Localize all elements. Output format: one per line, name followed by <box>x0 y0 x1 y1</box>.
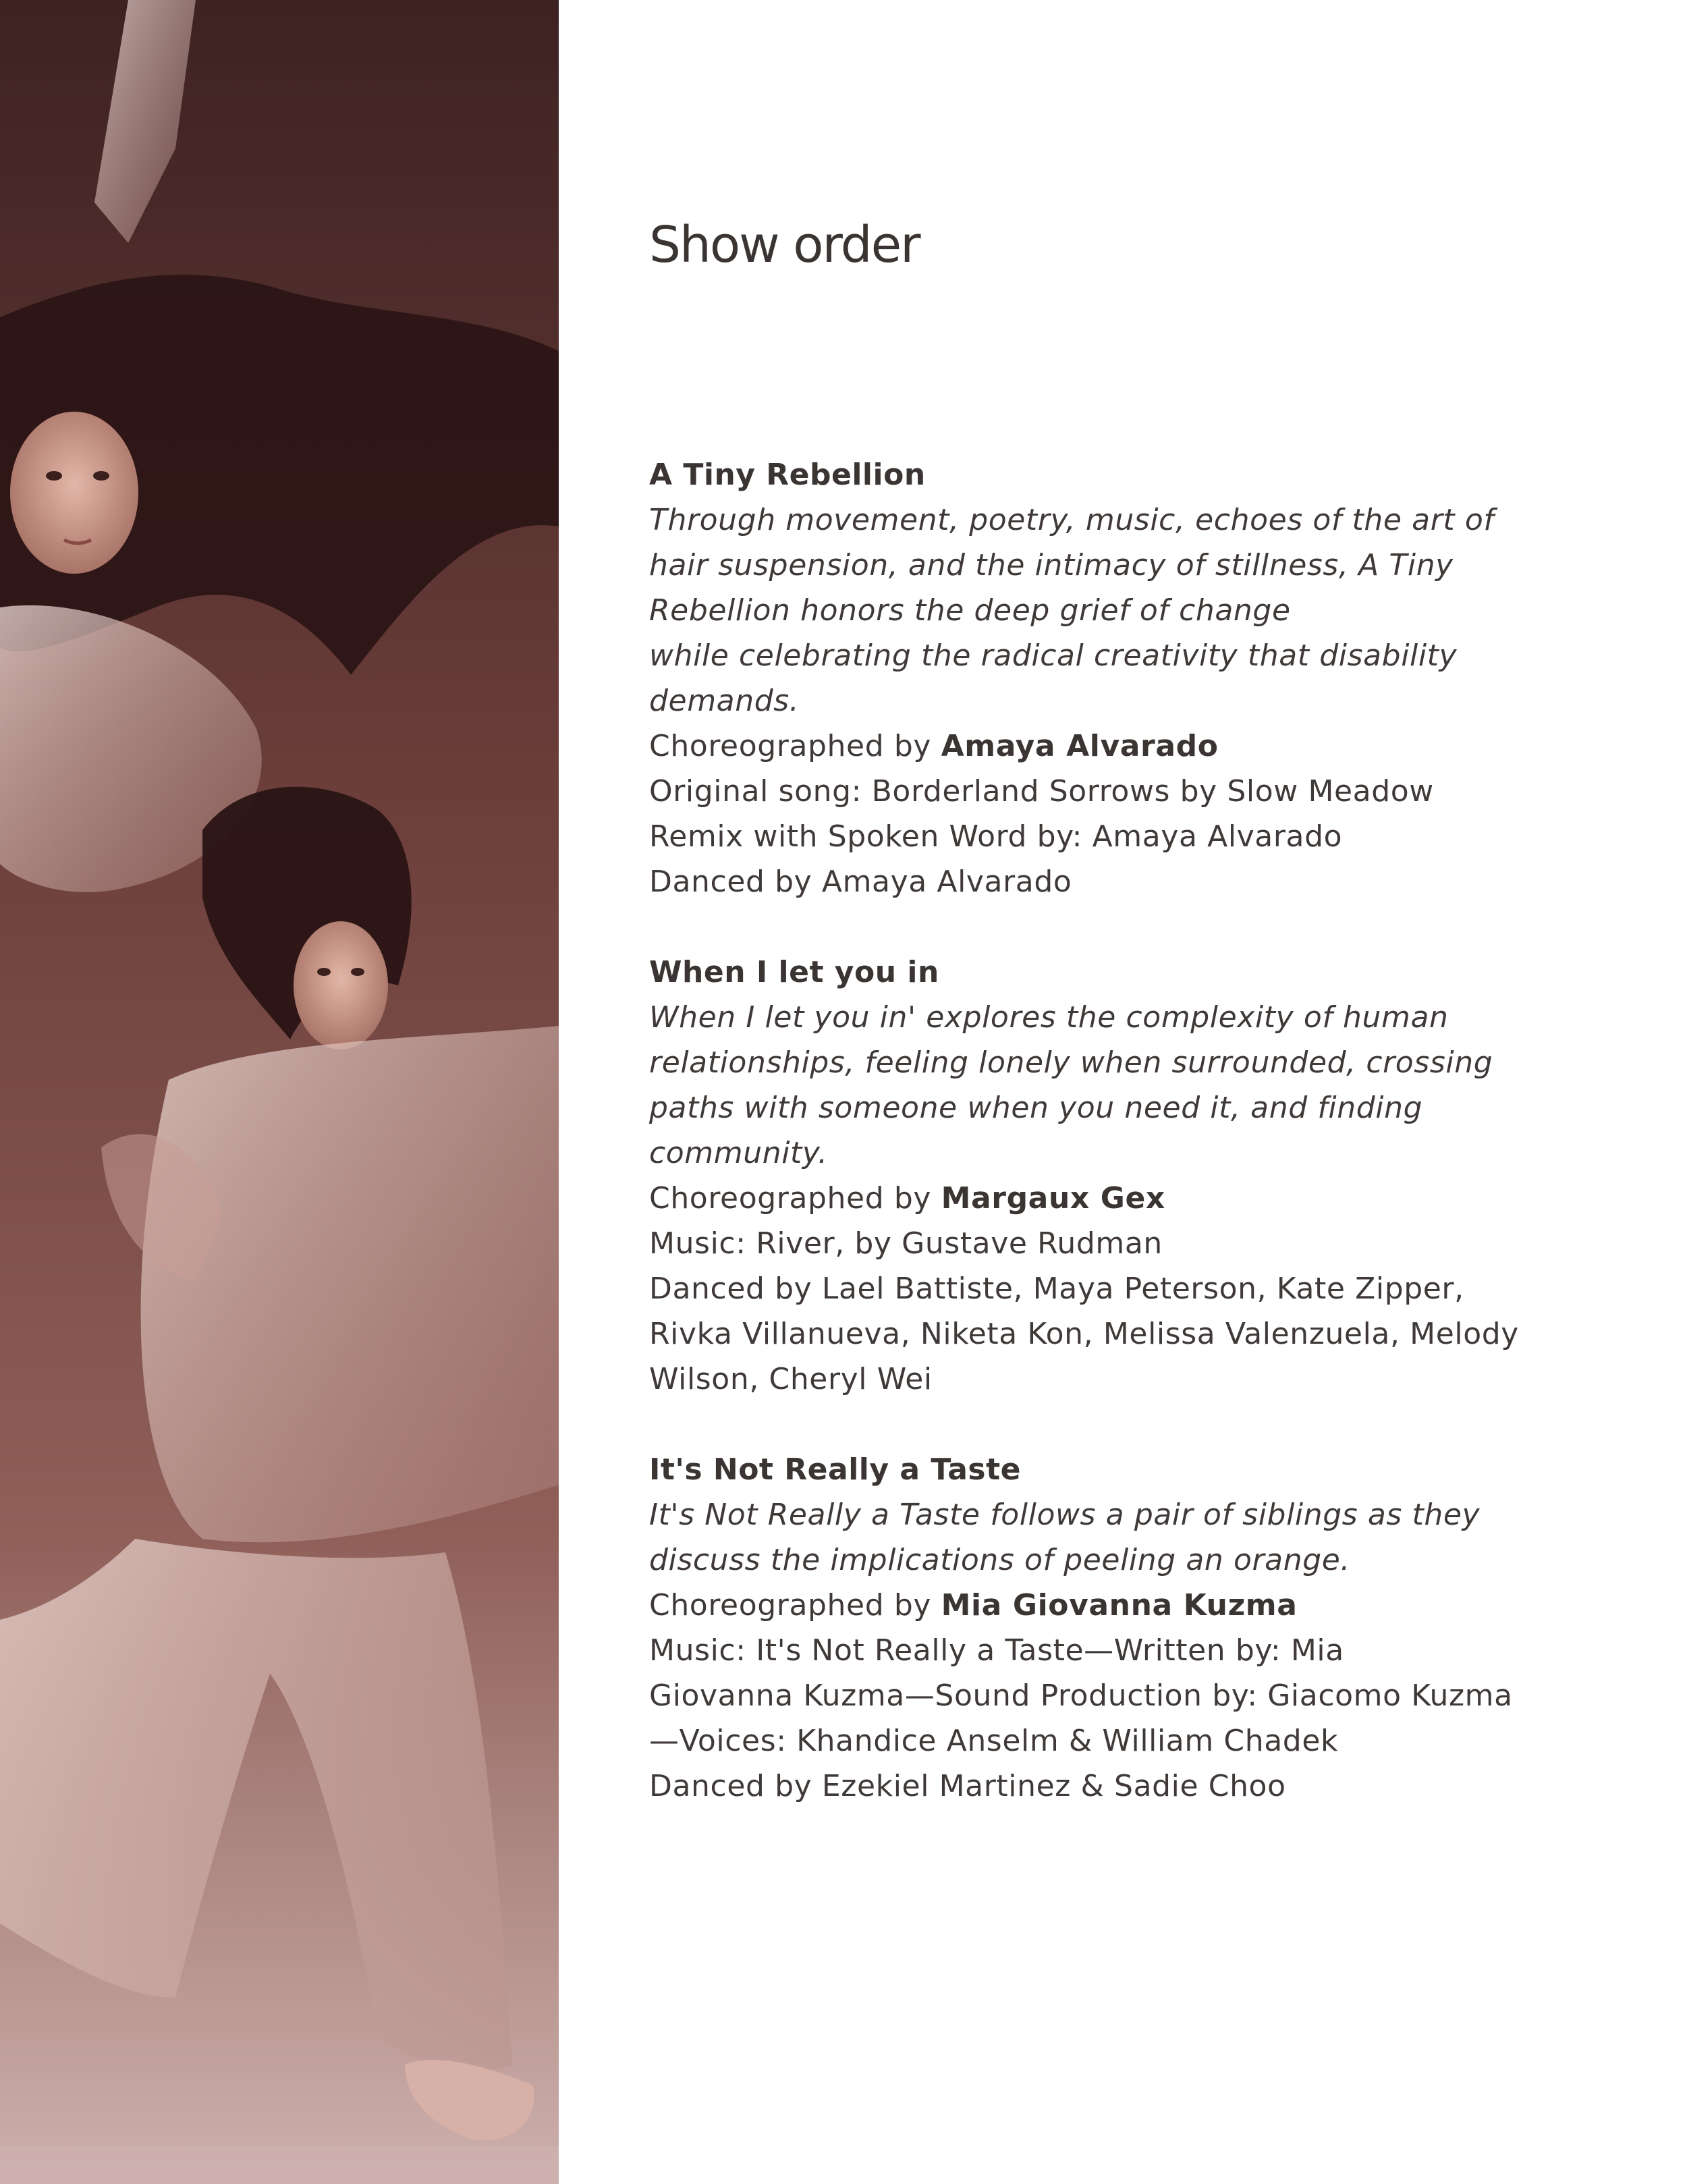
piece-title: It's Not Really a Taste <box>649 1452 1021 1487</box>
choreographed-by-label: Choreographed by <box>649 1588 941 1622</box>
piece-description-line: It's Not Really a Taste follows a pair of siblings as they <box>649 1498 1481 1532</box>
choreographer-credit <box>649 1176 1607 1221</box>
piece-description-line: relationships, feeling lonely when surrounded, crossing <box>649 1045 1493 1080</box>
choreographer-credit <box>649 1583 1607 1628</box>
piece-description-line: community. <box>649 1136 828 1170</box>
choreographer-credit <box>649 724 1607 769</box>
piece-description-line: When I let you in' explores the complexity of human <box>649 1000 1449 1035</box>
piece-description-line: paths with someone when you need it, and finding <box>649 1091 1423 1125</box>
credit-line: Original song: Borderland Sorrows by Slow Meadow <box>649 774 1434 809</box>
choreographed-by-label: Choreographed by <box>649 729 941 763</box>
piece-description-line: Through movement, poetry, music, echoes of the art of <box>649 503 1495 537</box>
credit-line: Danced by Lael Battiste, Maya Peterson, Kate Zipper, <box>649 1272 1464 1306</box>
credit-line: Music: River, by Gustave Rudman <box>649 1226 1163 1261</box>
credit-line: Music: It's Not Really a Taste—Written by: Mia <box>649 1633 1344 1668</box>
dancer-photo-icon <box>0 0 559 2184</box>
show-order-list <box>649 452 1607 1854</box>
credit-line: Remix with Spoken Word by: Amaya Alvarado <box>649 819 1343 854</box>
choreographer-name: Mia Giovanna Kuzma <box>941 1588 1298 1622</box>
piece-title: When I let you in <box>649 955 939 989</box>
piece-description-line: hair suspension, and the intimacy of stillness, A Tiny <box>649 548 1454 582</box>
credit-line: —Voices: Khandice Anselm & William Chadek <box>649 1724 1339 1758</box>
credit-line: Wilson, Cheryl Wei <box>649 1362 933 1396</box>
choreographed-by-label: Choreographed by <box>649 1181 941 1216</box>
credit-line: Giovanna Kuzma—Sound Production by: Giacomo Kuzma <box>649 1678 1513 1713</box>
piece-description-line: Rebellion honors the deep grief of change <box>649 593 1291 628</box>
piece-title: A Tiny Rebellion <box>649 458 926 492</box>
dancer-photo <box>0 0 559 2184</box>
piece-description-line: discuss the implications of peeling an orange. <box>649 1543 1350 1577</box>
credit-line: Rivka Villanueva, Niketa Kon, Melissa Valenzuela, Melody <box>649 1317 1519 1351</box>
piece-its-not-really-a-taste <box>649 1447 1607 1809</box>
choreographer-name: Amaya Alvarado <box>941 729 1219 763</box>
piece-description-line: demands. <box>649 684 800 718</box>
choreographer-name: Margaux Gex <box>941 1181 1165 1216</box>
page-title: Show order <box>649 216 920 274</box>
piece-a-tiny-rebellion <box>649 452 1607 904</box>
credit-line: Danced by Ezekiel Martinez & Sadie Choo <box>649 1769 1286 1803</box>
piece-when-i-let-you-in <box>649 950 1607 1402</box>
credit-line: Danced by Amaya Alvarado <box>649 865 1072 899</box>
piece-description-line: while celebrating the radical creativity that disability <box>649 638 1458 673</box>
